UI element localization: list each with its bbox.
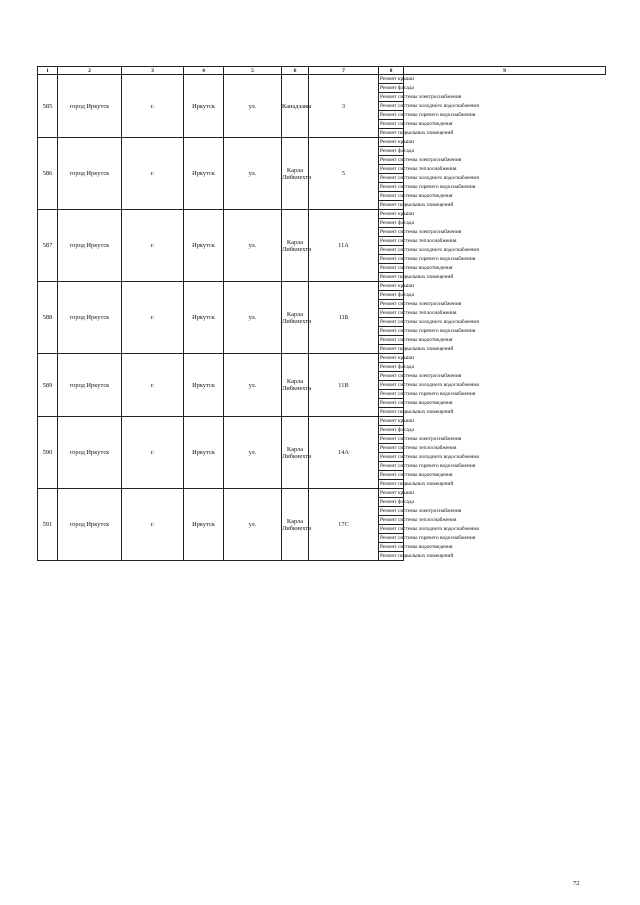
work-type: Ремонт системы холодного водоснабжения — [380, 319, 479, 325]
repair-program-table — [37, 66, 606, 561]
city-name: Иркутск — [184, 138, 224, 210]
work-type: Ремонт системы горячего водоснабжения — [380, 112, 476, 118]
record-number: 587 — [38, 210, 58, 282]
table-row — [38, 210, 606, 219]
header-cell: 1 — [38, 67, 58, 75]
work-type: Ремонт системы холодного водоснабжения — [380, 454, 479, 460]
work-type: Ремонт фасада — [380, 292, 414, 298]
city-name: Иркутск — [184, 354, 224, 417]
work-type: Ремонт фасада — [380, 499, 414, 505]
street-type: ул. — [224, 489, 282, 561]
street-type: ул. — [224, 210, 282, 282]
work-type: Ремонт крыши — [380, 211, 414, 217]
work-type: Ремонт системы электроснабжения — [380, 157, 462, 163]
city-name: Иркутск — [184, 75, 224, 138]
settlement-name: город Иркутск — [58, 489, 122, 561]
work-type: Ремонт системы холодного водоснабжения — [380, 103, 479, 109]
work-type: Ремонт системы холодного водоснабжения — [380, 526, 479, 532]
work-type: Ремонт системы водоотведения — [380, 265, 453, 271]
street-type: ул. — [224, 282, 282, 354]
city-name: Иркутск — [184, 489, 224, 561]
settlement-name: город Иркутск — [58, 138, 122, 210]
work-type: Ремонт системы теплоснабжения — [380, 166, 457, 172]
work-type: Ремонт крыши — [380, 76, 414, 82]
house-number: 17С — [309, 489, 379, 561]
house-number: 11В — [309, 354, 379, 417]
work-type: Ремонт системы горячего водоснабжения — [380, 463, 476, 469]
street-name: Карла Либкнехта — [282, 417, 309, 489]
page-number: 72 — [573, 880, 580, 887]
work-type: Ремонт крыши — [380, 418, 414, 424]
work-type: Ремонт системы горячего водоснабжения — [380, 535, 476, 541]
header-cell: 6 — [282, 67, 309, 75]
work-type: Ремонт крыши — [380, 355, 414, 361]
street-name: Карла Либкнехта — [282, 138, 309, 210]
city-type: г. — [122, 354, 184, 417]
street-type: ул. — [224, 75, 282, 138]
house-number: 11А — [309, 210, 379, 282]
header-cell: 2 — [58, 67, 122, 75]
header-cell: 3 — [122, 67, 184, 75]
work-type: Ремонт системы теплоснабжения — [380, 445, 457, 451]
house-number: 11Б — [309, 282, 379, 354]
house-number: 3 — [309, 75, 379, 138]
house-number: 14А — [309, 417, 379, 489]
work-type: Ремонт системы горячего водоснабжения — [380, 328, 476, 334]
street-name: Канадзавы — [282, 75, 309, 138]
work-type: Ремонт системы электроснабжения — [380, 436, 462, 442]
house-number: 5 — [309, 138, 379, 210]
city-name: Иркутск — [184, 417, 224, 489]
work-type: Ремонт фасада — [380, 427, 414, 433]
work-type: Ремонт подвальных помещений — [380, 346, 454, 352]
city-type: г. — [122, 489, 184, 561]
work-type: Ремонт системы электроснабжения — [380, 373, 462, 379]
city-type: г. — [122, 210, 184, 282]
record-number: 586 — [38, 138, 58, 210]
city-type: г. — [122, 138, 184, 210]
record-number: 588 — [38, 282, 58, 354]
work-type: Ремонт подвальных помещений — [380, 553, 454, 559]
header-row — [38, 67, 606, 75]
work-type: Ремонт системы холодного водоснабжения — [380, 247, 479, 253]
header-cell: 5 — [224, 67, 282, 75]
work-type: Ремонт системы холодного водоснабжения — [380, 175, 479, 181]
work-type: Ремонт системы горячего водоснабжения — [380, 391, 476, 397]
work-type: Ремонт крыши — [380, 139, 414, 145]
work-type: Ремонт системы горячего водоснабжения — [380, 256, 476, 262]
record-number: 585 — [38, 75, 58, 138]
work-type: Ремонт системы водоотведения — [380, 193, 453, 199]
work-type: Ремонт системы водоотведения — [380, 400, 453, 406]
city-name: Иркутск — [184, 210, 224, 282]
city-type: г. — [122, 75, 184, 138]
work-type: Ремонт подвальных помещений — [380, 481, 454, 487]
record-number: 591 — [38, 489, 58, 561]
street-name: Карла Либкнехта — [282, 210, 309, 282]
record-number: 590 — [38, 417, 58, 489]
work-type: Ремонт подвальных помещений — [380, 274, 454, 280]
work-type: Ремонт системы горячего водоснабжения — [380, 184, 476, 190]
street-name: Карла Либкнехта — [282, 354, 309, 417]
city-type: г. — [122, 282, 184, 354]
street-type: ул. — [224, 354, 282, 417]
header-cell: 7 — [309, 67, 379, 75]
settlement-name: город Иркутск — [58, 210, 122, 282]
work-type: Ремонт фасада — [380, 148, 414, 154]
work-type: Ремонт подвальных помещений — [380, 202, 454, 208]
street-name: Карла Либкнехта — [282, 282, 309, 354]
work-type: Ремонт системы теплоснабжения — [380, 310, 457, 316]
work-type: Ремонт системы теплоснабжения — [380, 238, 457, 244]
work-type: Ремонт фасада — [380, 85, 414, 91]
header-cell: 4 — [184, 67, 224, 75]
work-type: Ремонт системы электроснабжения — [380, 229, 462, 235]
work-type: Ремонт фасада — [380, 364, 414, 370]
work-type: Ремонт системы холодного водоснабжения — [380, 382, 479, 388]
table-row — [38, 354, 606, 363]
work-type: Ремонт системы теплоснабжения — [380, 517, 457, 523]
work-type: Ремонт системы водоотведения — [380, 544, 453, 550]
work-type: Ремонт подвальных помещений — [380, 130, 454, 136]
work-type: Ремонт системы электроснабжения — [380, 508, 462, 514]
work-type: Ремонт фасада — [380, 220, 414, 226]
work-type: Ремонт системы электроснабжения — [380, 94, 462, 100]
settlement-name: город Иркутск — [58, 75, 122, 138]
table-row — [38, 75, 606, 84]
header-cell: 8 — [379, 67, 404, 75]
work-type: Ремонт системы водоотведения — [380, 337, 453, 343]
work-type: Ремонт системы водоотведения — [380, 472, 453, 478]
table-row — [38, 282, 606, 291]
work-type: Ремонт крыши — [380, 283, 414, 289]
record-number: 589 — [38, 354, 58, 417]
work-type: Ремонт крыши — [380, 490, 414, 496]
street-name: Карла Либкнехта — [282, 489, 309, 561]
table-row — [38, 417, 606, 426]
header-cell: 9 — [404, 67, 606, 75]
table-row — [38, 489, 606, 498]
table-row — [38, 138, 606, 147]
settlement-name: город Иркутск — [58, 417, 122, 489]
city-type: г. — [122, 417, 184, 489]
settlement-name: город Иркутск — [58, 282, 122, 354]
work-type: Ремонт системы электроснабжения — [380, 301, 462, 307]
city-name: Иркутск — [184, 282, 224, 354]
street-type: ул. — [224, 138, 282, 210]
street-type: ул. — [224, 417, 282, 489]
work-type: Ремонт подвальных помещений — [380, 409, 454, 415]
settlement-name: город Иркутск — [58, 354, 122, 417]
work-type: Ремонт системы водоотведения — [380, 121, 453, 127]
